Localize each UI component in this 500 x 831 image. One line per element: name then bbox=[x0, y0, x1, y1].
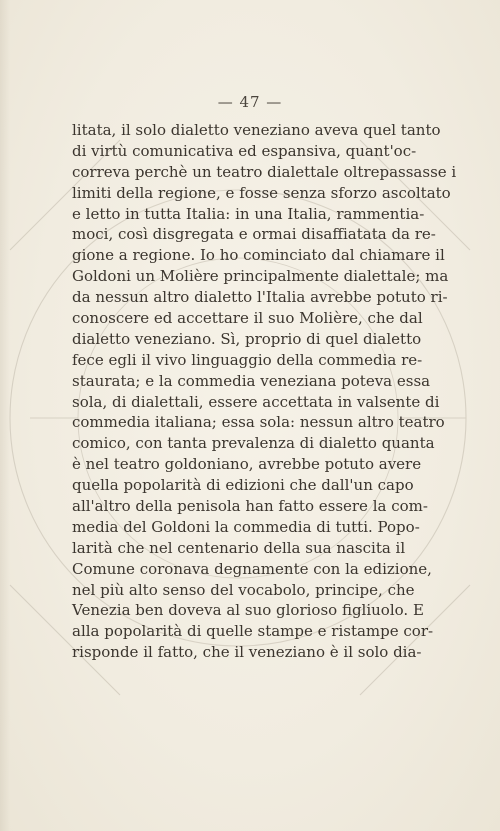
text-line: media del Goldoni la commedia di tutti. Popo- bbox=[72, 517, 420, 536]
text-line: sola, di dialettali, essere accettata in valsente di bbox=[72, 392, 440, 411]
text-line: commedia italiana; essa sola: nessun altro teatro bbox=[72, 413, 445, 432]
text-line: litata, il solo dialetto veneziano aveva quel tanto bbox=[72, 121, 441, 139]
text-line: di virtù comunicativa ed espansiva, quant'oc- bbox=[72, 141, 417, 160]
text-line: limiti della regione, e fosse senza sforzo ascoltato bbox=[72, 183, 451, 202]
text-line: Comune coronava degnamente con la edizione, bbox=[72, 559, 432, 578]
text-line: nel più alto senso del vocabolo, principe, che bbox=[72, 580, 415, 599]
text-line: Goldoni un Molière principalmente dialettale; ma bbox=[72, 267, 449, 286]
body-text bbox=[72, 120, 457, 663]
text-line: è nel teatro goldoniano, avrebbe potuto avere bbox=[72, 455, 422, 474]
text-line: larità che nel centenario della sua nascita il bbox=[72, 538, 406, 557]
text-line: dialetto veneziano. Sì, proprio di quel dialetto bbox=[72, 329, 422, 348]
page-edge-shadow bbox=[0, 0, 10, 831]
text-line: moci, così disgregata e ormai disaffiatata da re- bbox=[72, 225, 436, 244]
text-line: correva perchè un teatro dialettale oltrepassasse i bbox=[72, 162, 457, 181]
text-line: gione a regione. Io ho cominciato dal chiamare il bbox=[72, 246, 445, 265]
text-line: quella popolarità di edizioni che dall'un capo bbox=[72, 476, 414, 495]
text-line: conoscere ed accettare il suo Molière, che dal bbox=[72, 309, 423, 328]
text-line: e letto in tutta Italia: in una Italia, rammentia- bbox=[72, 204, 425, 223]
text-line: alla popolarità di quelle stampe e ristampe cor- bbox=[72, 622, 434, 641]
text-line: risponde il fatto, che il veneziano è il solo dia- bbox=[72, 643, 422, 662]
page-number: — 47 — bbox=[217, 93, 283, 111]
text-line: fece egli il vivo linguaggio della commedia re- bbox=[72, 350, 423, 369]
text-line: comico, con tanta prevalenza di dialetto quanta bbox=[72, 434, 435, 453]
text-line: Venezia ben doveva al suo glorioso figliuolo. E bbox=[72, 601, 424, 620]
text-line: staurata; e la commedia veneziana poteva essa bbox=[72, 371, 431, 390]
text-line: all'altro della penisola han fatto essere la com- bbox=[72, 497, 428, 516]
text-line: da nessun altro dialetto l'Italia avrebbe potuto ri- bbox=[72, 288, 448, 307]
